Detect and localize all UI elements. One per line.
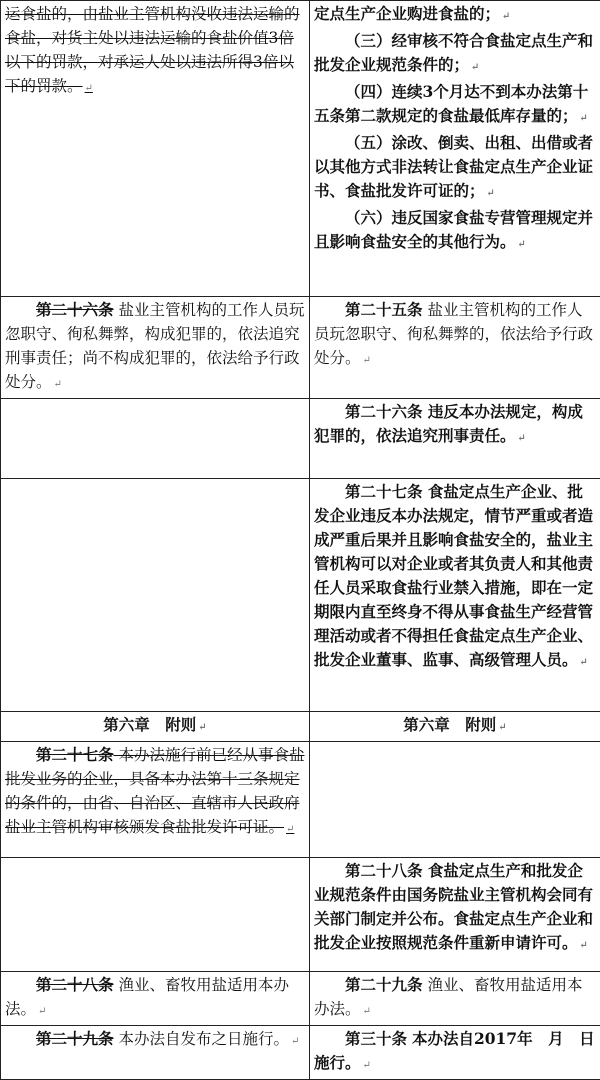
left-cell-empty xyxy=(1,399,310,479)
article-number: 第三十条 xyxy=(345,1029,407,1048)
chapter-heading: 第六章 附则 ↵ xyxy=(1,712,310,742)
article-text: 第三十条 本办法自2017年 月 日施行。 ↵ xyxy=(314,1027,596,1078)
right-cell xyxy=(310,479,600,712)
table-row xyxy=(1,742,600,858)
article-text: 第二十八条 渔业、畜牧用盐适用本办法。 ↵ xyxy=(5,973,305,1024)
article-body: 违反本办法规定，构成犯罪的，依法追究刑事责任。 xyxy=(314,402,583,445)
article-number: 第二十九条 xyxy=(36,1029,114,1048)
left-cell xyxy=(1,742,310,858)
table-row xyxy=(1,1026,600,1080)
right-cell xyxy=(310,858,600,972)
article-number: 第二十八条 xyxy=(36,975,114,994)
article-text: 第二十六条 盐业主管机构的工作人员玩忽职守、徇私舞弊，构成犯罪的，依法追究刑事责任；尚不构成犯罪的，依法给予行政处分。 ↵ xyxy=(5,298,305,397)
clause-text: （五）涂改、倒卖、出租、出借或者以其他方式非法转让食盐定点生产企业证书、食盐批发许可证的； ↵ xyxy=(314,131,596,206)
right-cell xyxy=(310,1026,600,1080)
right-cell xyxy=(310,972,600,1026)
article-body: 盐业主管机构的工作人员玩忽职守、徇私舞弊的，依法给予行政处分。 xyxy=(314,301,593,367)
article-body: 食盐定点生产企业、批发企业违反本办法规定，情节严重或者造成严重后果并且影响食盐安全的，盐业主管机构可以对企业或者其负责人和其他责任人员采取食盐行业禁入措施，即在一定期限内直至终身不得从事食盐生产经营管理活动或者不得担任食盐定点生产企业、批发企业董事、监事、高级管理人员。 xyxy=(314,482,593,669)
right-cell-empty xyxy=(310,742,600,858)
left-cell xyxy=(1,1,310,297)
table-row xyxy=(1,972,600,1026)
article-number: 第二十六条 xyxy=(36,300,114,319)
article-body: 渔业、畜牧用盐适用本办法。 xyxy=(314,976,582,1018)
article-text: 第二十六条 违反本办法规定，构成犯罪的，依法追究刑事责任。 ↵ xyxy=(314,400,596,451)
table-row xyxy=(1,858,600,972)
article-body: 盐业主管机构的工作人员玩忽职守、徇私舞弊，构成犯罪的，依法追究刑事责任；尚不构成犯罪的，依法给予行政处分。 xyxy=(5,301,304,391)
article-text: 第二十七条 食盐定点生产企业、批发企业违反本办法规定，情节严重或者造成严重后果并且影响食盐安全的，盐业主管机构可以对企业或者其负责人和其他责任人员采取食盐行业禁入措施，即在一定期限内直至终身不得从事食盐生产经营管理活动或者不得担任食盐定点生产企业、批发企业董事、监事、高级管理人员。 ↵ xyxy=(314,480,596,675)
left-cell xyxy=(1,1026,310,1080)
table-row xyxy=(1,712,600,742)
left-cell-empty xyxy=(1,479,310,712)
article-body: 本办法自2017年 月 日施行。 xyxy=(314,1029,595,1072)
article-text: 第二十九条 渔业、畜牧用盐适用本办法。 ↵ xyxy=(314,973,596,1024)
article-text: 第二十九条 本办法自发布之日施行。 ↵ xyxy=(5,1027,305,1054)
article-body: 渔业、畜牧用盐适用本办法。 xyxy=(5,976,289,1018)
chapter-heading: 第六章 附则 ↵ xyxy=(310,712,600,742)
clause-text: （六）违反国家食盐专营管理规定并且影响食盐安全的其他行为。 ↵ xyxy=(314,206,596,257)
article-number: 第二十八条 xyxy=(345,861,423,880)
clause-text: （四）连续3个月达不到本办法第十五条第二款规定的食盐最低库存量的； ↵ xyxy=(314,80,596,131)
right-cell xyxy=(310,399,600,479)
article-number: 第二十七条 xyxy=(345,482,423,501)
article-text: 第二十七条 本办法施行前已经从事食盐批发业务的企业，具备本办法第十三条规定的条件的，由省、自治区、直辖市人民政府盐业主管机构审核颁发食盐批发许可证。 ↵ xyxy=(5,743,305,842)
left-cell-empty xyxy=(1,858,310,972)
article-text: 第二十八条 食盐定点生产和批发企业规范条件由国务院盐业主管机构会同有关部门制定并公布。食盐定点生产企业和批发企业按照规范条件重新申请许可。 ↵ xyxy=(314,859,596,958)
table-row xyxy=(1,297,600,399)
article-number: 第二十七条 xyxy=(36,745,114,764)
right-cell xyxy=(310,1,600,297)
article-body: 本办法施行前已经从事食盐批发业务的企业，具备本办法第十三条规定的条件的，由省、自治区、直辖市人民政府盐业主管机构审核颁发食盐批发许可证。 xyxy=(5,746,304,836)
article-number: 第二十五条 xyxy=(345,300,423,319)
left-cell xyxy=(1,972,310,1026)
deleted-text: 运食盐的，由盐业主管机构没收违法运输的食盐，对货主处以违法运输的食盐价值3倍以下的罚款，对承运人处以违法所得3倍以下的罚款。 ↵ xyxy=(5,2,305,101)
table-row xyxy=(1,399,600,479)
table-row xyxy=(1,479,600,712)
left-cell xyxy=(1,297,310,399)
article-number: 第二十九条 xyxy=(345,975,423,994)
right-cell xyxy=(310,297,600,399)
article-text: 第二十五条 盐业主管机构的工作人员玩忽职守、徇私舞弊的，依法给予行政处分。 ↵ xyxy=(314,298,596,373)
article-number: 第二十六条 xyxy=(345,402,423,421)
clause-text: 定点生产企业购进食盐的； ↵ xyxy=(314,2,596,29)
article-body: 食盐定点生产和批发企业规范条件由国务院盐业主管机构会同有关部门制定并公布。食盐定点生产企业和批发企业按照规范条件重新申请许可。 xyxy=(314,861,593,952)
article-body: 本办法自发布之日施行。 xyxy=(118,1030,289,1048)
table-row xyxy=(1,1,600,297)
clause-text: （三）经审核不符合食盐定点生产和批发企业规范条件的； ↵ xyxy=(314,29,596,80)
